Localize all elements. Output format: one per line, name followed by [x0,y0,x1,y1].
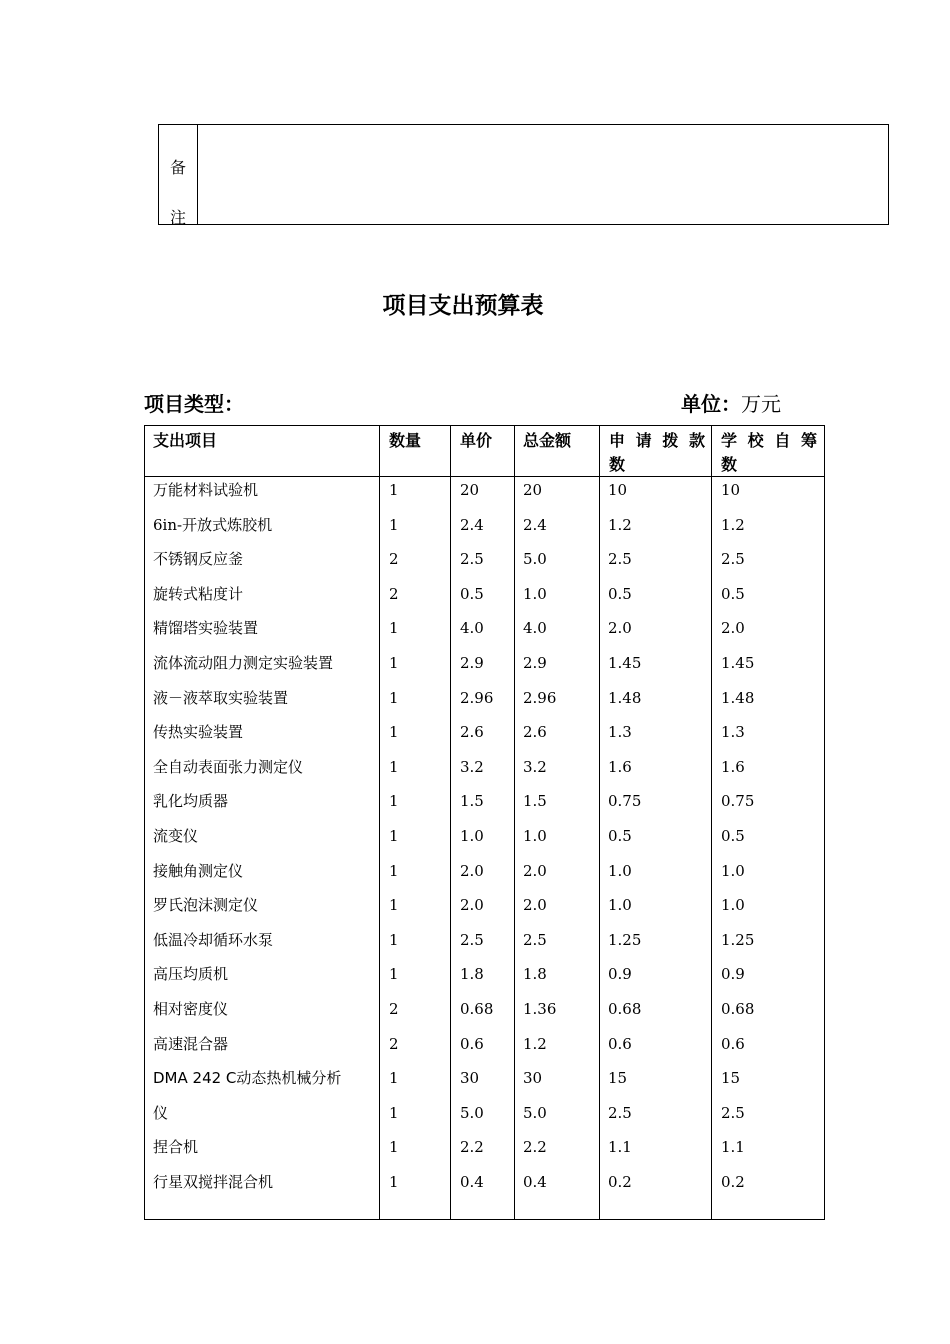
cell-item: 不锈钢反应釜 [153,550,244,569]
cell-school-funds: 1.3 [721,723,745,742]
cell-item: 接触角测定仪 [153,861,244,880]
cell-school-funds: 1.0 [721,861,745,880]
cell-item: 低温冷却循环水泵 [153,930,274,949]
remark-label [159,125,198,227]
cell-quantity: 1 [389,827,399,845]
cell-item: 万能材料试验机 [153,481,259,499]
budget-table [144,425,825,1220]
cell-total: 1.0 [523,827,547,845]
header-total: 总金额 [523,431,572,450]
cell-apply-funds: 15 [608,1069,628,1088]
unit-value: 万元 [741,392,781,416]
cell-unit-price: 4.0 [460,619,484,638]
cell-unit-price: 2.2 [460,1138,484,1157]
cell-unit-price: 2.5 [460,930,484,949]
cell-unit-price: 2.4 [460,515,484,534]
table-row [145,1172,824,1206]
table-row [145,999,824,1033]
table-row [145,549,824,583]
cell-total: 2.0 [523,861,547,880]
cell-apply-funds: 10 [608,481,628,499]
cell-total: 2.4 [523,515,547,534]
table-row [145,722,824,756]
item-name: 动态热机械分析 [236,1069,342,1088]
table-row [145,1137,824,1171]
cell-quantity: 1 [389,965,399,984]
cell-quantity: 1 [389,515,399,534]
table-row [145,895,824,929]
item-model-prefix: DMA 242 C [153,1069,237,1088]
cell-quantity: 2 [389,1034,399,1053]
cell-item: 行星双搅拌混合机 [153,1173,274,1191]
cell-unit-price: 0.6 [460,1034,484,1053]
cell-school-funds: 1.25 [721,930,755,949]
cell-quantity: 1 [389,757,399,776]
cell-school-funds: 0.5 [721,584,745,603]
table-row [145,964,824,998]
table-row [145,757,824,791]
cell-unit-price: 2.96 [460,688,494,707]
cell-unit-price: 30 [460,1069,480,1088]
cell-school-funds: 1.2 [721,515,745,534]
cell-school-funds: 2.5 [721,1103,745,1122]
cell-apply-funds: 1.1 [608,1138,632,1157]
cell-apply-funds: 0.5 [608,584,632,603]
cell-quantity: 1 [389,896,399,915]
cell-apply-funds: 1.3 [608,723,632,742]
cell-school-funds: 1.48 [721,688,755,707]
cell-total: 2.2 [523,1138,547,1157]
cell-unit-price: 0.5 [460,584,484,603]
cell-item: 罗氏泡沫测定仪 [153,896,259,915]
cell-item: 精馏塔实验装置 [153,619,259,638]
cell-school-funds: 0.75 [721,792,755,811]
cell-total: 3.2 [523,757,547,776]
cell-school-funds: 10 [721,481,741,499]
cell-item: 液－液萃取实验装置 [153,688,289,707]
cell-apply-funds: 1.2 [608,515,632,534]
cell-item: 全自动表面张力测定仪 [153,757,304,776]
cell-total: 2.96 [523,688,557,707]
cell-unit-price: 2.6 [460,723,484,742]
header-item: 支出项目 [153,431,218,450]
cell-school-funds: 0.9 [721,965,745,984]
cell-school-funds: 2.5 [721,550,745,569]
cell-total: 20 [523,481,543,499]
cell-item [153,1068,341,1088]
cell-item: 传热实验装置 [153,723,244,742]
cell-total: 30 [523,1069,543,1088]
cell-apply-funds: 1.48 [608,688,642,707]
cell-total: 1.36 [523,1000,557,1018]
remark-label-char-2: 注 [170,208,187,227]
cell-total: 5.0 [523,1103,547,1122]
cell-total: 1.8 [523,965,547,984]
cell-quantity: 1 [389,1173,399,1191]
cell-unit-price: 20 [460,481,480,499]
cell-total: 5.0 [523,550,547,569]
cell-total: 0.4 [523,1173,547,1191]
cell-item: 6in-开放式炼胶机 [153,515,273,534]
cell-quantity: 1 [389,688,399,707]
cell-item: 捏合机 [153,1138,199,1157]
table-row [145,1034,824,1068]
unit-key: 单位： [681,392,741,416]
cell-school-funds: 0.5 [721,827,745,845]
cell-total: 2.5 [523,930,547,949]
cell-item: 旋转式粘度计 [153,584,244,603]
cell-apply-funds: 1.0 [608,896,632,915]
cell-quantity: 1 [389,481,399,499]
table-row [145,1103,824,1137]
cell-unit-price: 0.68 [460,1000,494,1018]
table-row [145,584,824,618]
cell-apply-funds: 0.68 [608,1000,642,1018]
cell-school-funds: 1.45 [721,654,755,672]
cell-quantity: 1 [389,1069,399,1088]
cell-school-funds: 15 [721,1069,741,1088]
remark-label-char-1: 备 [170,158,187,177]
table-row [145,618,824,652]
cell-apply-funds: 0.5 [608,827,632,845]
table-row [145,826,824,860]
cell-quantity: 2 [389,550,399,569]
table-row [145,791,824,825]
header-apply-funds: 申 请 拨 款 数 [609,431,705,474]
cell-total: 1.0 [523,584,547,603]
cell-item: 流体流动阻力测定实验装置 [153,654,334,672]
cell-total: 2.9 [523,654,547,672]
page-title: 项目支出预算表 [382,293,544,319]
project-type-label: 项目类型： [144,392,244,416]
cell-quantity: 2 [389,584,399,603]
remark-table [158,124,889,225]
header-quantity: 数量 [389,431,422,450]
unit-label [681,388,781,417]
cell-unit-price: 3.2 [460,757,484,776]
cell-total: 2.6 [523,723,547,742]
cell-unit-price: 2.0 [460,861,484,880]
cell-apply-funds: 0.2 [608,1173,632,1191]
table-row [145,480,824,514]
cell-quantity: 2 [389,1000,399,1018]
header-unit-price: 单价 [460,431,493,450]
cell-total: 4.0 [523,619,547,638]
cell-school-funds: 0.6 [721,1034,745,1053]
table-row [145,688,824,722]
cell-apply-funds: 0.75 [608,792,642,811]
cell-total: 2.0 [523,896,547,915]
cell-apply-funds: 2.0 [608,619,632,638]
cell-unit-price: 5.0 [460,1103,484,1122]
cell-school-funds: 1.0 [721,896,745,915]
cell-quantity: 1 [389,723,399,742]
cell-quantity: 1 [389,930,399,949]
cell-unit-price: 0.4 [460,1173,484,1191]
cell-unit-price: 2.0 [460,896,484,915]
cell-school-funds: 2.0 [721,619,745,638]
cell-school-funds: 0.68 [721,1000,755,1018]
cell-unit-price: 1.0 [460,827,484,845]
cell-quantity: 1 [389,792,399,811]
table-row [145,515,824,549]
header-school-funds: 学 校 自 筹 数 [721,431,817,474]
cell-unit-price: 2.5 [460,550,484,569]
cell-unit-price: 2.9 [460,654,484,672]
cell-item: 高速混合器 [153,1034,229,1053]
cell-item: 相对密度仪 [153,1000,229,1018]
cell-school-funds: 0.2 [721,1173,745,1191]
cell-quantity: 1 [389,619,399,638]
cell-quantity: 1 [389,861,399,880]
cell-apply-funds: 2.5 [608,1103,632,1122]
cell-apply-funds: 1.45 [608,654,642,672]
cell-apply-funds: 1.6 [608,757,632,776]
table-row [145,653,824,687]
cell-item: 乳化均质器 [153,792,229,811]
cell-total: 1.2 [523,1034,547,1053]
cell-quantity: 1 [389,1138,399,1157]
cell-apply-funds: 0.6 [608,1034,632,1053]
cell-quantity: 1 [389,654,399,672]
cell-item: 流变仪 [153,827,199,845]
cell-school-funds: 1.1 [721,1138,745,1157]
table-row [145,1068,824,1102]
cell-apply-funds: 1.25 [608,930,642,949]
cell-item: 高压均质机 [153,965,229,984]
table-row [145,861,824,895]
cell-unit-price: 1.5 [460,792,484,811]
cell-school-funds: 1.6 [721,757,745,776]
cell-apply-funds: 0.9 [608,965,632,984]
cell-total: 1.5 [523,792,547,811]
cell-item: 仪 [153,1103,169,1122]
cell-unit-price: 1.8 [460,965,484,984]
cell-quantity: 1 [389,1103,399,1122]
table-row [145,930,824,964]
cell-apply-funds: 1.0 [608,861,632,880]
cell-apply-funds: 2.5 [608,550,632,569]
